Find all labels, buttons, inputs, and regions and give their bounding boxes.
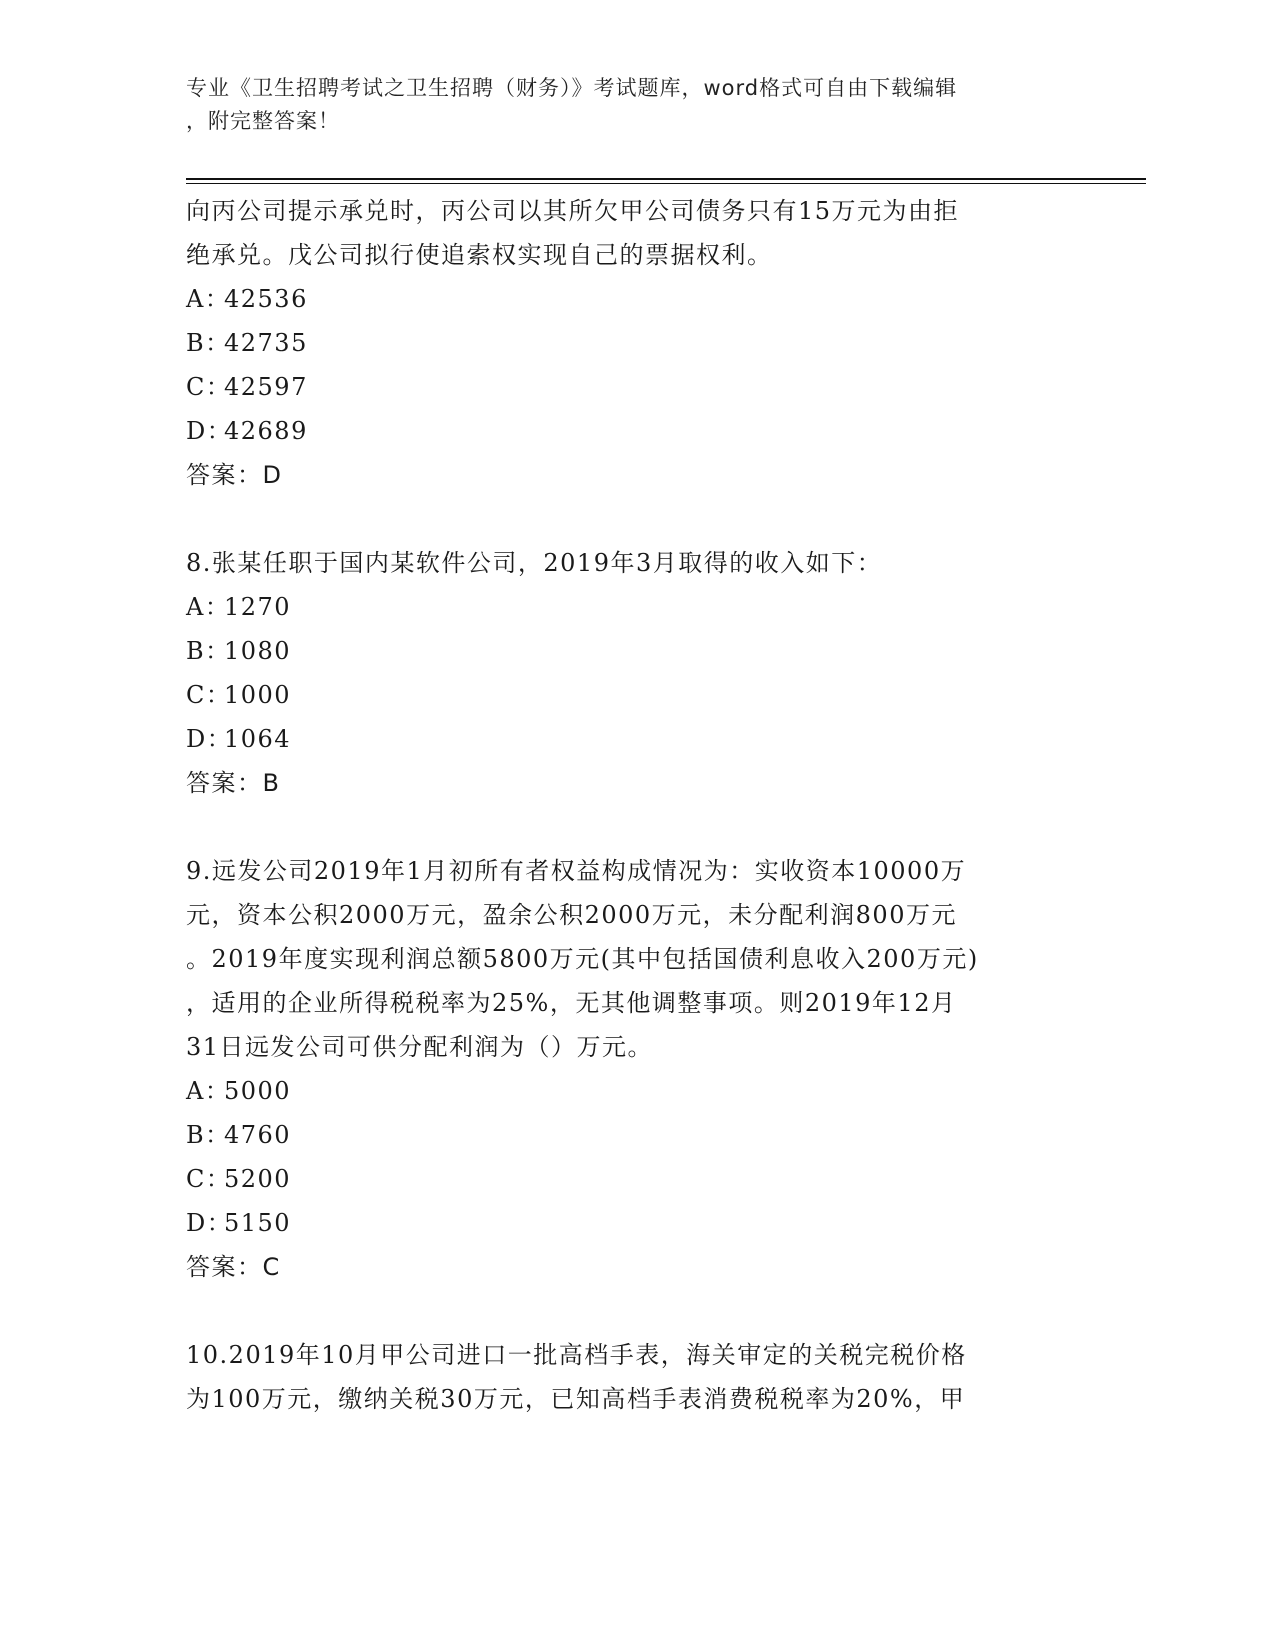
question-text-line: 9.远发公司2019年1月初所有者权益构成情况为：实收资本10000万 bbox=[186, 857, 967, 885]
option-a bbox=[186, 277, 1066, 321]
question-text-line: 8.张某任职于国内某软件公司，2019年3月取得的收入如下： bbox=[186, 549, 883, 577]
option-letter: B： bbox=[186, 329, 231, 357]
option-value: 42536 bbox=[224, 285, 308, 313]
option-value: 1270 bbox=[224, 593, 292, 621]
answer-line: 答案：B bbox=[186, 769, 281, 797]
spacer bbox=[186, 805, 1066, 849]
option-value: 1080 bbox=[224, 637, 292, 665]
option-letter: A： bbox=[186, 285, 231, 313]
option-value: 5150 bbox=[224, 1209, 292, 1237]
question-text-line: 向丙公司提示承兑时，丙公司以其所欠甲公司债务只有15万元为由拒 bbox=[186, 197, 960, 225]
option-c bbox=[186, 1157, 1066, 1201]
option-letter: A： bbox=[186, 1077, 231, 1105]
option-b bbox=[186, 629, 1066, 673]
question-list bbox=[186, 189, 1066, 1421]
option-letter: C： bbox=[186, 1165, 232, 1193]
option-value: 1064 bbox=[224, 725, 292, 753]
option-value: 4760 bbox=[224, 1121, 292, 1149]
option-letter: C： bbox=[186, 373, 232, 401]
question-text-line: 绝承兑。戊公司拟行使追索权实现自己的票据权利。 bbox=[186, 241, 773, 269]
option-letter: B： bbox=[186, 1121, 231, 1149]
option-c bbox=[186, 673, 1066, 717]
question-text-line: 10.2019年10月甲公司进口一批高档手表，海关审定的关税完税价格 bbox=[186, 1341, 967, 1369]
option-b bbox=[186, 321, 1066, 365]
option-value: 5000 bbox=[224, 1077, 292, 1105]
option-d bbox=[186, 717, 1066, 761]
option-value: 42597 bbox=[224, 373, 308, 401]
spacer bbox=[186, 1289, 1066, 1333]
header-rule-thin bbox=[186, 183, 1146, 184]
option-a bbox=[186, 585, 1066, 629]
option-letter: D： bbox=[186, 1209, 233, 1237]
option-d bbox=[186, 409, 1066, 453]
answer-line: 答案：C bbox=[186, 1253, 281, 1281]
option-letter: D： bbox=[186, 725, 233, 753]
option-letter: C： bbox=[186, 681, 232, 709]
option-value: 42689 bbox=[224, 417, 308, 445]
option-value: 42735 bbox=[224, 329, 308, 357]
option-letter: D： bbox=[186, 417, 233, 445]
question-text-line: ，适用的企业所得税税率为25%，无其他调整事项。则2019年12月 bbox=[186, 989, 957, 1017]
header-rule-thick bbox=[186, 178, 1146, 180]
option-d bbox=[186, 1201, 1066, 1245]
document-header bbox=[186, 72, 1086, 138]
option-b bbox=[186, 1113, 1066, 1157]
option-a bbox=[186, 1069, 1066, 1113]
question-10 bbox=[186, 1333, 1066, 1421]
question-text-line: 元，资本公积2000万元，盈余公积2000万元，未分配利润800万元 bbox=[186, 901, 957, 929]
option-letter: B： bbox=[186, 637, 231, 665]
question-text-line: 为100万元，缴纳关税30万元，已知高档手表消费税税率为20%，甲 bbox=[186, 1385, 966, 1413]
answer-line: 答案：D bbox=[186, 461, 283, 489]
spacer bbox=[186, 497, 1066, 541]
option-c bbox=[186, 365, 1066, 409]
option-letter: A： bbox=[186, 593, 231, 621]
question-8 bbox=[186, 541, 1066, 805]
question-9 bbox=[186, 849, 1066, 1289]
header-line-1: 专业《卫生招聘考试之卫生招聘（财务）》考试题库，word格式可自由下载编辑 bbox=[186, 76, 958, 100]
question-text-line: 。2019年度实现利润总额5800万元(其中包括国债利息收入200万元) bbox=[186, 945, 979, 973]
option-value: 1000 bbox=[224, 681, 292, 709]
question-text-line: 31日远发公司可供分配利润为（）万元。 bbox=[186, 1033, 654, 1061]
question-7 bbox=[186, 189, 1066, 497]
option-value: 5200 bbox=[224, 1165, 292, 1193]
header-line-2: ，附完整答案！ bbox=[186, 109, 340, 133]
